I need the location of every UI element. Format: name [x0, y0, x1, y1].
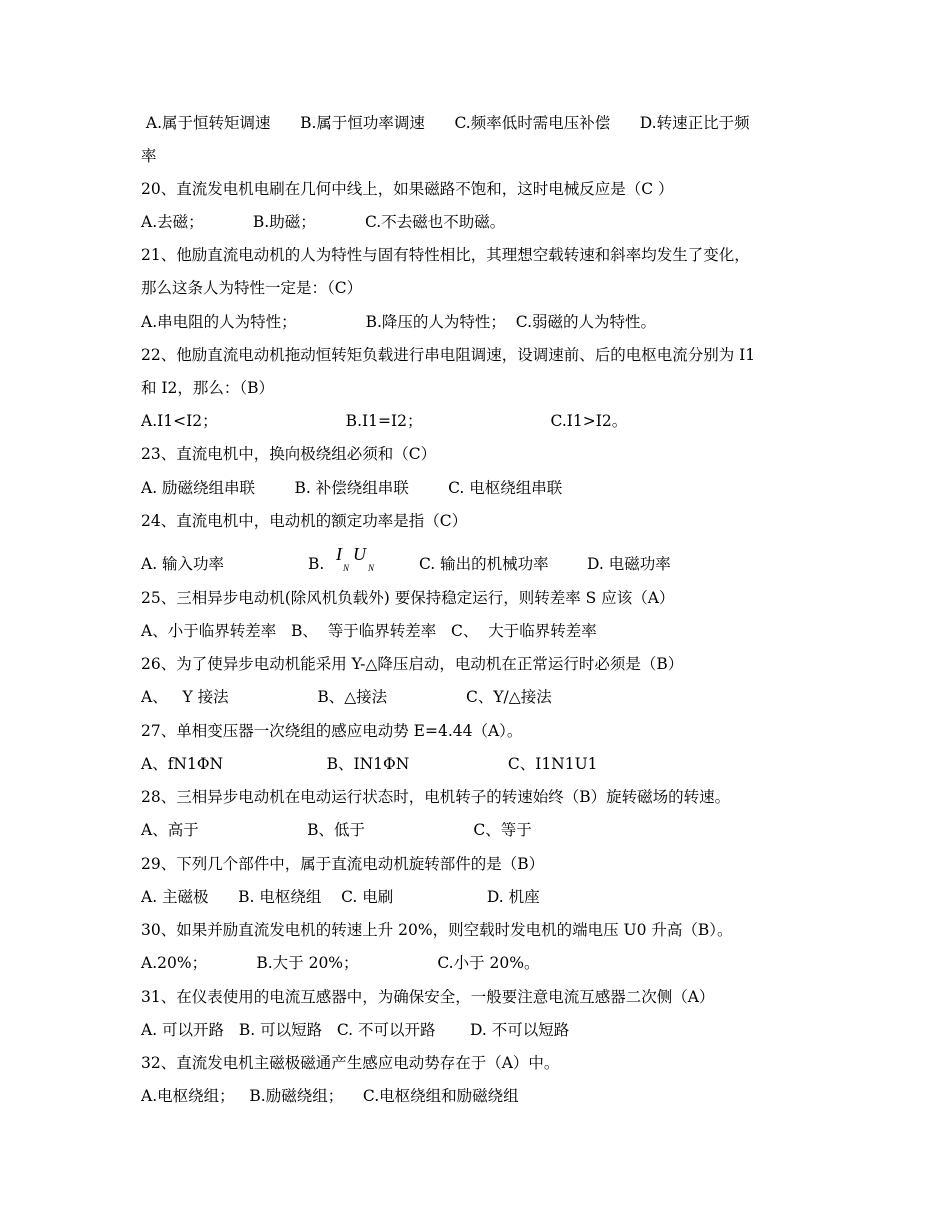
text-line: 26、为了使异步电动机能采用 Y-△降压启动，电动机在正常运行时必须是（B） — [141, 655, 684, 673]
text-line: 27、单相变压器一次绕组的感应电动势 E=4.44（A）。 — [141, 722, 523, 740]
text-line: A.20%； B.大于 20%； C.小于 20%。 — [141, 954, 540, 972]
text-line: 32、直流发电机主磁极磁通产生感应电动势存在于（A）中。 — [141, 1054, 560, 1072]
subscript-n: N — [343, 563, 350, 573]
text-line: A.去磁； B.助磁； C.不去磁也不助磁。 — [141, 213, 506, 231]
option-c: C. 输出的机械功率 — [419, 555, 549, 573]
text-line: 29、下列几个部件中，属于直流电动机旋转部件的是（B） — [141, 855, 545, 873]
text-line: A.I1<I2； B.I1=I2； C.I1>I2。 — [141, 412, 628, 430]
text-line: A、小于临界转差率 B、 等于临界转差率 C、 大于临界转差率 — [141, 622, 597, 640]
text-line: 31、在仪表使用的电流互感器中，为确保安全，一般要注意电流互感器二次侧（A） — [141, 988, 715, 1006]
text-line: 21、他励直流电动机的人为特性与固有特性相比，其理想空载转速和斜率均发生了变化， — [141, 246, 750, 264]
text-line: A、fN1ΦN B、IN1ΦN C、I1N1U1 — [141, 755, 598, 773]
symbol-u: U — [353, 544, 366, 564]
text-line: 23、直流电机中，换向极绕组必须和（C） — [141, 445, 437, 463]
text-line: A.串电阻的人为特性； B.降压的人为特性； C.弱磁的人为特性。 — [141, 313, 657, 331]
symbol-i: I — [336, 544, 342, 564]
text-line: 28、三相异步电动机在电动运行状态时，电机转子的转速始终（B）旋转磁场的转速。 — [141, 788, 731, 806]
subscript-n: N — [368, 563, 375, 573]
text-line: 25、三相异步电动机(除风机负载外) 要保持稳定运行，则转差率 S 应该（A） — [141, 589, 675, 607]
text-line: A. 输入功率 — [141, 555, 225, 573]
text-line: A.属于恒转矩调速 B.属于恒功率调速 C.频率低时需电压补偿 D.转速正比于频 — [141, 114, 750, 132]
text-line: A. 主磁极 B. 电枢绕组 C. 电刷 D. 机座 — [141, 888, 540, 906]
text-line: A. 可以开路 B. 可以短路 C. 不可以开路 D. 不可以短路 — [141, 1021, 570, 1039]
text-line: A、 Y 接法 B、△接法 C、Y/△接法 — [141, 688, 552, 706]
text-line: 24、直流电机中，电动机的额定功率是指（C） — [141, 512, 468, 530]
option-d: D. 电磁功率 — [587, 555, 671, 573]
text-line: A、高于 B、低于 C、等于 — [141, 821, 532, 839]
text-line: 和 I2，那么：（B） — [141, 379, 275, 397]
text-line: 30、如果并励直流发电机的转速上升 20%，则空载时发电机的端电压 U0 升高（B）。 — [141, 921, 733, 939]
text-line: A. 励磁绕组串联 B. 补偿绕组串联 C. 电枢绕组串联 — [141, 479, 563, 497]
text-line: 20、直流发电机电刷在几何中线上，如果磁路不饱和，这时电械反应是（C ） — [141, 180, 674, 198]
text-line: 22、他励直流电动机拖动恒转矩负载进行串电阻调速，设调速前、后的电枢电流分别为 I1 — [141, 346, 756, 364]
text-line: A.电枢绕组； B.励磁绕组； C.电枢绕组和励磁绕组 — [141, 1087, 519, 1105]
option-b-label: B. — [308, 555, 325, 573]
text-line: 那么这条人为特性一定是：（C） — [141, 279, 363, 297]
text-line: 率 — [141, 147, 157, 165]
